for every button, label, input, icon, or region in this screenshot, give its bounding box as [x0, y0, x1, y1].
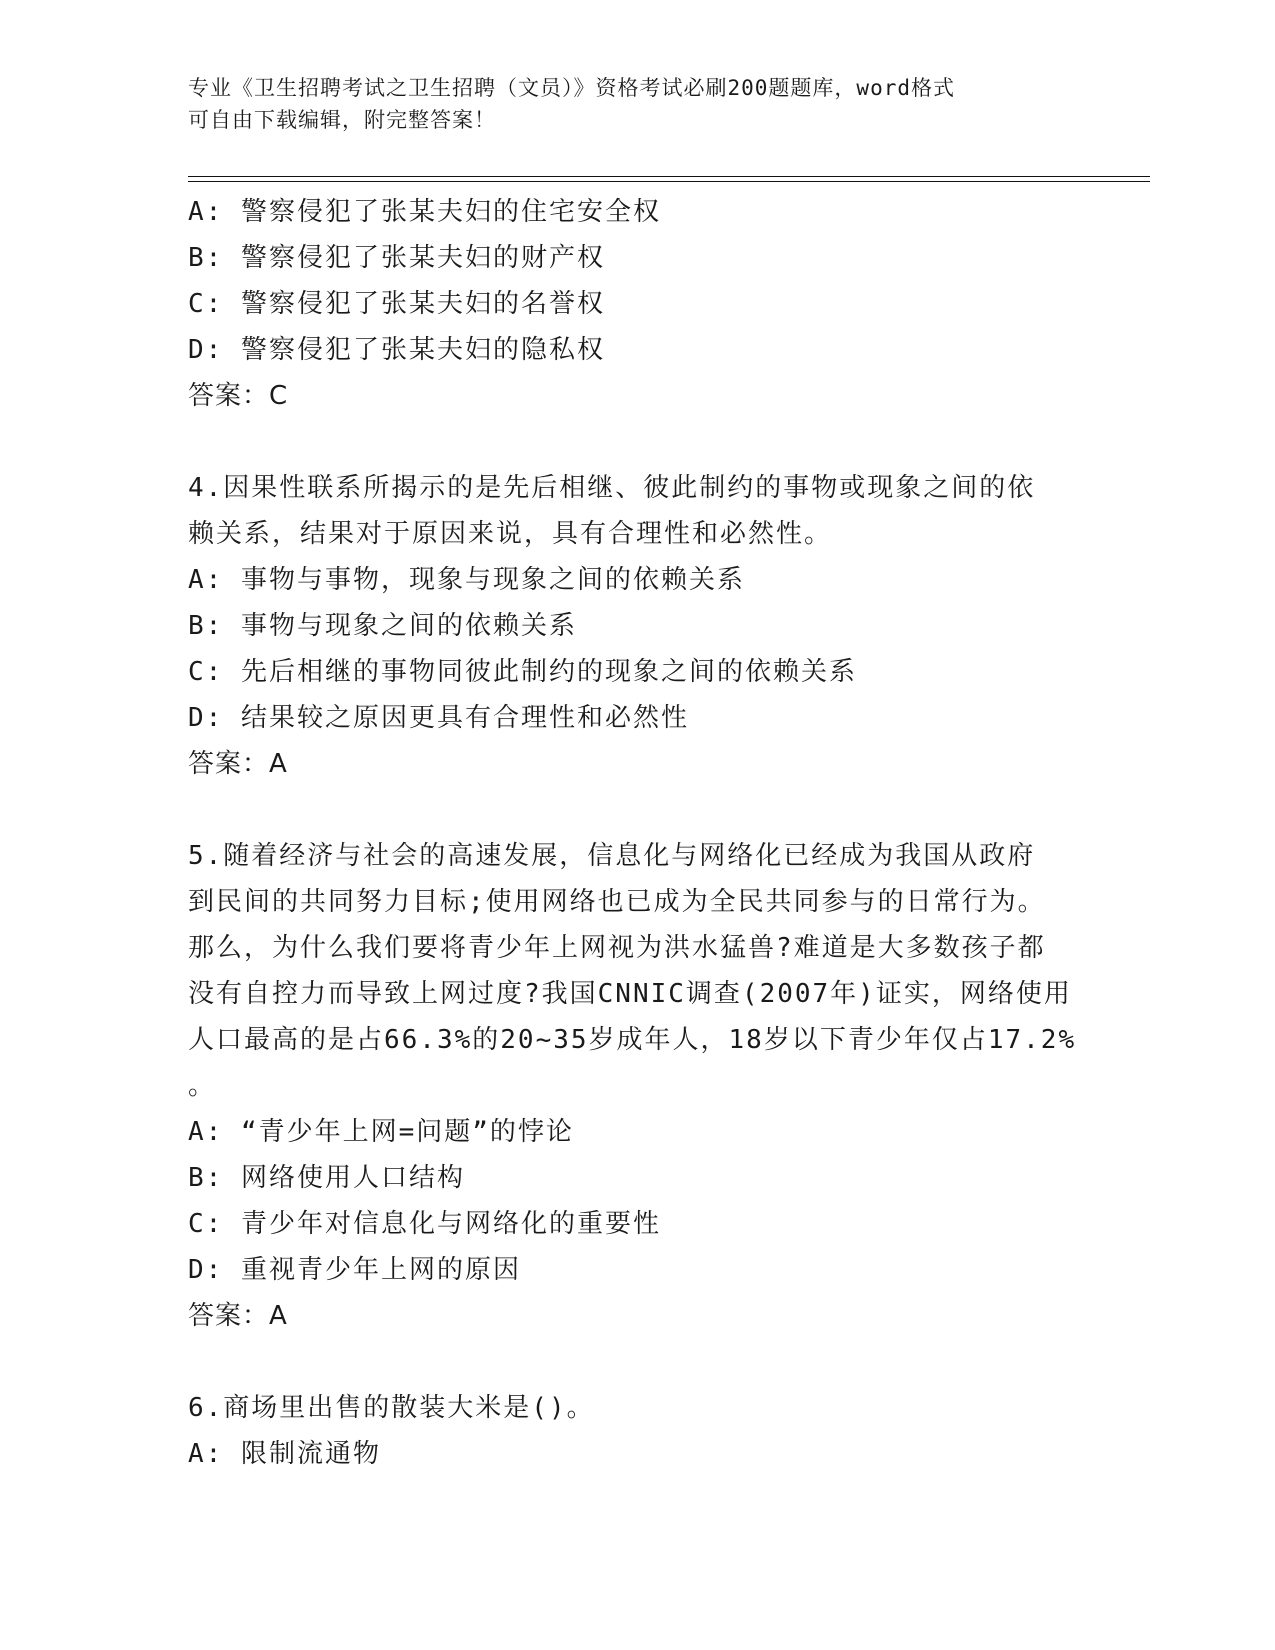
header-line-2: 可自由下载编辑，附完整答案！ — [188, 108, 496, 132]
option-a: A: 事物与事物，现象与现象之间的依赖关系 — [188, 565, 745, 595]
question-4 — [188, 465, 1088, 787]
document-header — [188, 72, 1088, 136]
question-stem-line: 4.因果性联系所揭示的是先后相继、彼此制约的事物或现象之间的依 — [188, 473, 1036, 503]
question-stem-line: 没有自控力而导致上网过度?我国CNNIC调查(2007年)证实，网络使用 — [188, 979, 1072, 1009]
question-stem-line: 。 — [188, 1071, 217, 1101]
option-d: D: 重视青少年上网的原因 — [188, 1255, 521, 1285]
option-c: C: 青少年对信息化与网络化的重要性 — [188, 1209, 661, 1239]
option-d: D: 结果较之原因更具有合理性和必然性 — [188, 703, 689, 733]
question-stem-line: 赖关系，结果对于原因来说，具有合理性和必然性。 — [188, 519, 833, 549]
option-b: B: 事物与现象之间的依赖关系 — [188, 611, 577, 641]
question-list — [188, 189, 1088, 1477]
answer-line: 答案：C — [188, 381, 289, 411]
spacer — [188, 419, 1088, 465]
header-divider-bottom — [188, 181, 1150, 182]
question-stem-line: 到民间的共同努力目标;使用网络也已成为全民共同参与的日常行为。 — [188, 887, 1046, 917]
question-5 — [188, 833, 1088, 1339]
option-c: C: 先后相继的事物同彼此制约的现象之间的依赖关系 — [188, 657, 857, 687]
question-stem-line: 5.随着经济与社会的高速发展，信息化与网络化已经成为我国从政府 — [188, 841, 1036, 871]
question-3 — [188, 189, 1088, 419]
question-stem-line: 6.商场里出售的散装大米是()。 — [188, 1393, 595, 1423]
question-stem-line: 人口最高的是占66.3%的20~35岁成年人，18岁以下青少年仅占17.2% — [188, 1025, 1077, 1055]
option-b: B: 网络使用人口结构 — [188, 1163, 465, 1193]
option-a: A: “青少年上网=问题”的悖论 — [188, 1117, 574, 1147]
spacer — [188, 1339, 1088, 1385]
header-divider-top — [188, 176, 1150, 177]
header-line-1: 专业《卫生招聘考试之卫生招聘（文员）》资格考试必刷200题题库，word格式 — [188, 76, 955, 100]
spacer — [188, 787, 1088, 833]
option-c: C: 警察侵犯了张某夫妇的名誉权 — [188, 289, 605, 319]
answer-line: 答案：A — [188, 1301, 288, 1331]
answer-line: 答案：A — [188, 749, 288, 779]
option-a: A: 警察侵犯了张某夫妇的住宅安全权 — [188, 197, 661, 227]
option-b: B: 警察侵犯了张某夫妇的财产权 — [188, 243, 605, 273]
option-d: D: 警察侵犯了张某夫妇的隐私权 — [188, 335, 605, 365]
question-6 — [188, 1385, 1088, 1477]
question-stem-line: 那么，为什么我们要将青少年上网视为洪水猛兽?难道是大多数孩子都 — [188, 933, 1046, 963]
option-a: A: 限制流通物 — [188, 1439, 381, 1469]
